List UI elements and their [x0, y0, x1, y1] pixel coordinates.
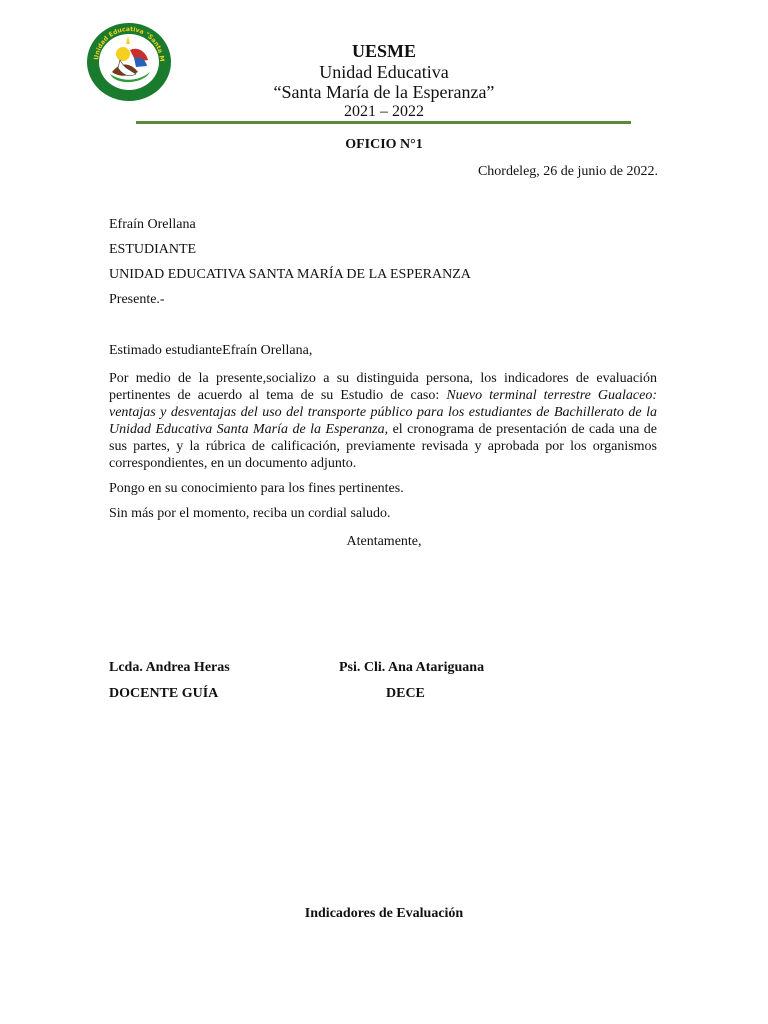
letterhead — [180, 40, 588, 122]
section-heading: Indicadores de Evaluación — [304, 906, 464, 921]
signer2-role: DECE — [386, 686, 425, 701]
case-study-title: Nuevo terminal terrestre Gualaceo: ventajas y desventajas del uso del transporte público para los estudiantes de Bachillerato de la Unidad Educativa Santa María de la Esperanza — [109, 388, 657, 437]
signer1-role: DOCENTE GUÍA — [109, 686, 219, 701]
paragraph-notice: Pongo en su conocimiento para los fines pertinentes. — [109, 481, 404, 496]
recipient-role: ESTUDIANTE — [109, 242, 197, 257]
school-years: 2021 – 2022 — [344, 103, 424, 120]
school-name: “Santa María de la Esperanza” — [273, 82, 495, 102]
header-divider — [136, 121, 631, 124]
signer2-name: Psi. Cli. Ana Atariguana — [339, 660, 485, 675]
closing: Atentamente, — [346, 534, 422, 549]
document-date: Chordeleg, 26 de junio de 2022. — [477, 164, 658, 179]
recipient-institution: UNIDAD EDUCATIVA SANTA MARÍA DE LA ESPERANZA — [109, 267, 471, 282]
presente-line: Presente.- — [109, 292, 165, 307]
signer1-name: Lcda. Andrea Heras — [109, 660, 230, 675]
paragraph-regards: Sin más por el momento, reciba un cordial saludo. — [109, 506, 391, 521]
school-logo — [86, 22, 172, 102]
school-type: Unidad Educativa — [319, 62, 449, 82]
school-acronym: UESME — [351, 41, 416, 61]
logo-text: Unidad Educativa "Santa M — [93, 25, 166, 62]
main-paragraph — [109, 370, 657, 472]
main-paragraph-intro: Por medio de la presente,socializo a su distinguida persona, los indicadores de evaluación pertinentes de acuerdo al tema de su Estudio de caso: — [109, 371, 657, 403]
greeting: Estimado estudianteEfraín Orellana, — [109, 343, 313, 358]
main-paragraph-end: , el cronograma de presentación de cada una de sus partes, y la rúbrica de calificación, previamente revisada y aprobada por los organismos correspondientes, en un documento adjunto. — [109, 422, 657, 471]
recipient-name: Efraín Orellana — [109, 217, 196, 232]
document-title: OFICIO N°1 — [345, 137, 423, 152]
